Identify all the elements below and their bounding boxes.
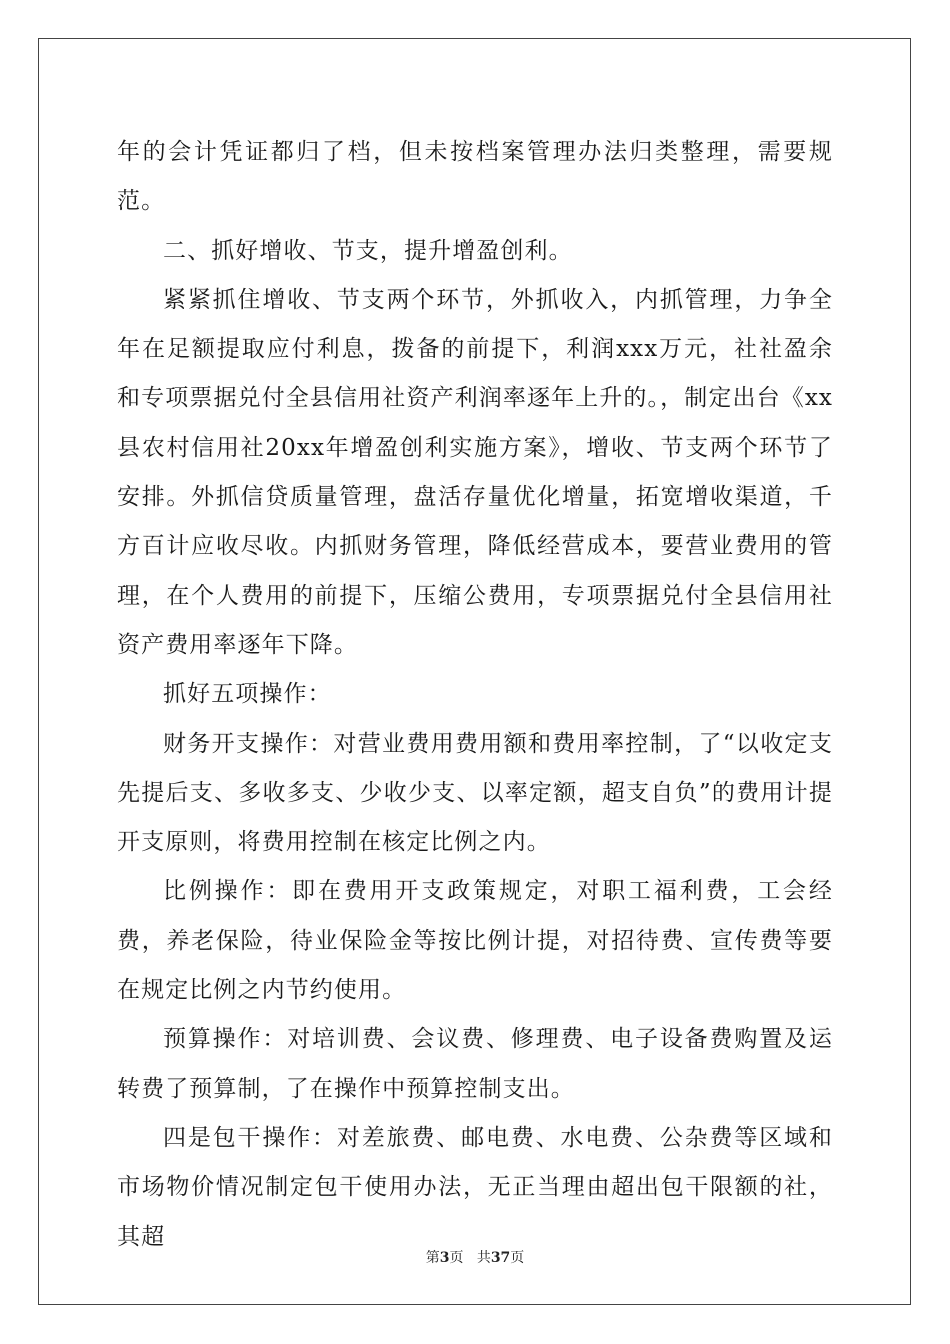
paragraph-8: 四是包干操作：对差旅费、邮电费、水电费、公杂费等区域和市场物价情况制定包干使用办法，无正当理由超出包干限额的社，其超 (117, 1124, 833, 1250)
page-prefix: 第 (425, 1250, 440, 1266)
paragraph-5: 财务开支操作：对营业费用费用额和费用率控制，了“以收定支先提后支、多收多支、少收少支、以率定额，超支自负”的费用计提开支原则，将费用控制在核定比例之内。 (117, 730, 833, 856)
page-total: 37 (490, 1250, 511, 1266)
paragraph-3: 紧紧抓住增收、节支两个环节，外抓收入，内抓管理，力争全年在足额提取应付利息，拨备的前提下，利润xxx万元，社社盈余和专项票据兑付全县信用社资产利润率逐年上升的。，制定出台《xx县农村信用社20xx年增盈创利实施方案》，增收、节支两个环节了安排。外抓信贷质量管理，盘活存量优化增量，拓宽增收渠道，千方百计应收尽收。内抓财务管理，降低经营成本，要营业费用的管理，在个人费用的前提下，压缩公费用，专项票据兑付全县信用社资产费用率逐年下降。 (117, 286, 833, 658)
page-suffix: 页 (449, 1250, 464, 1266)
paragraph-2: 二、抓好增收、节支，提升增盈创利。 (163, 237, 573, 264)
paragraph-4: 抓好五项操作： (163, 681, 332, 708)
paragraph-6: 比例操作：即在费用开支政策规定，对职工福利费，工会经费，养老保险，待业保险金等按比例计提，对招待费、宣传费等要在规定比例之内节约使用。 (117, 878, 833, 1004)
document-body (117, 128, 833, 1262)
paragraph-1: 年的会计凭证都归了档，但未按档案管理办法归类整理，需要规范。 (117, 139, 833, 215)
total-prefix: 共 (476, 1250, 491, 1266)
page-footer (0, 1247, 950, 1267)
page-current: 3 (439, 1250, 450, 1266)
paragraph-7: 预算操作：对培训费、会议费、修理费、电子设备费购置及运转费了预算制，了在操作中预算控制支出。 (117, 1026, 833, 1102)
total-suffix: 页 (510, 1250, 525, 1266)
